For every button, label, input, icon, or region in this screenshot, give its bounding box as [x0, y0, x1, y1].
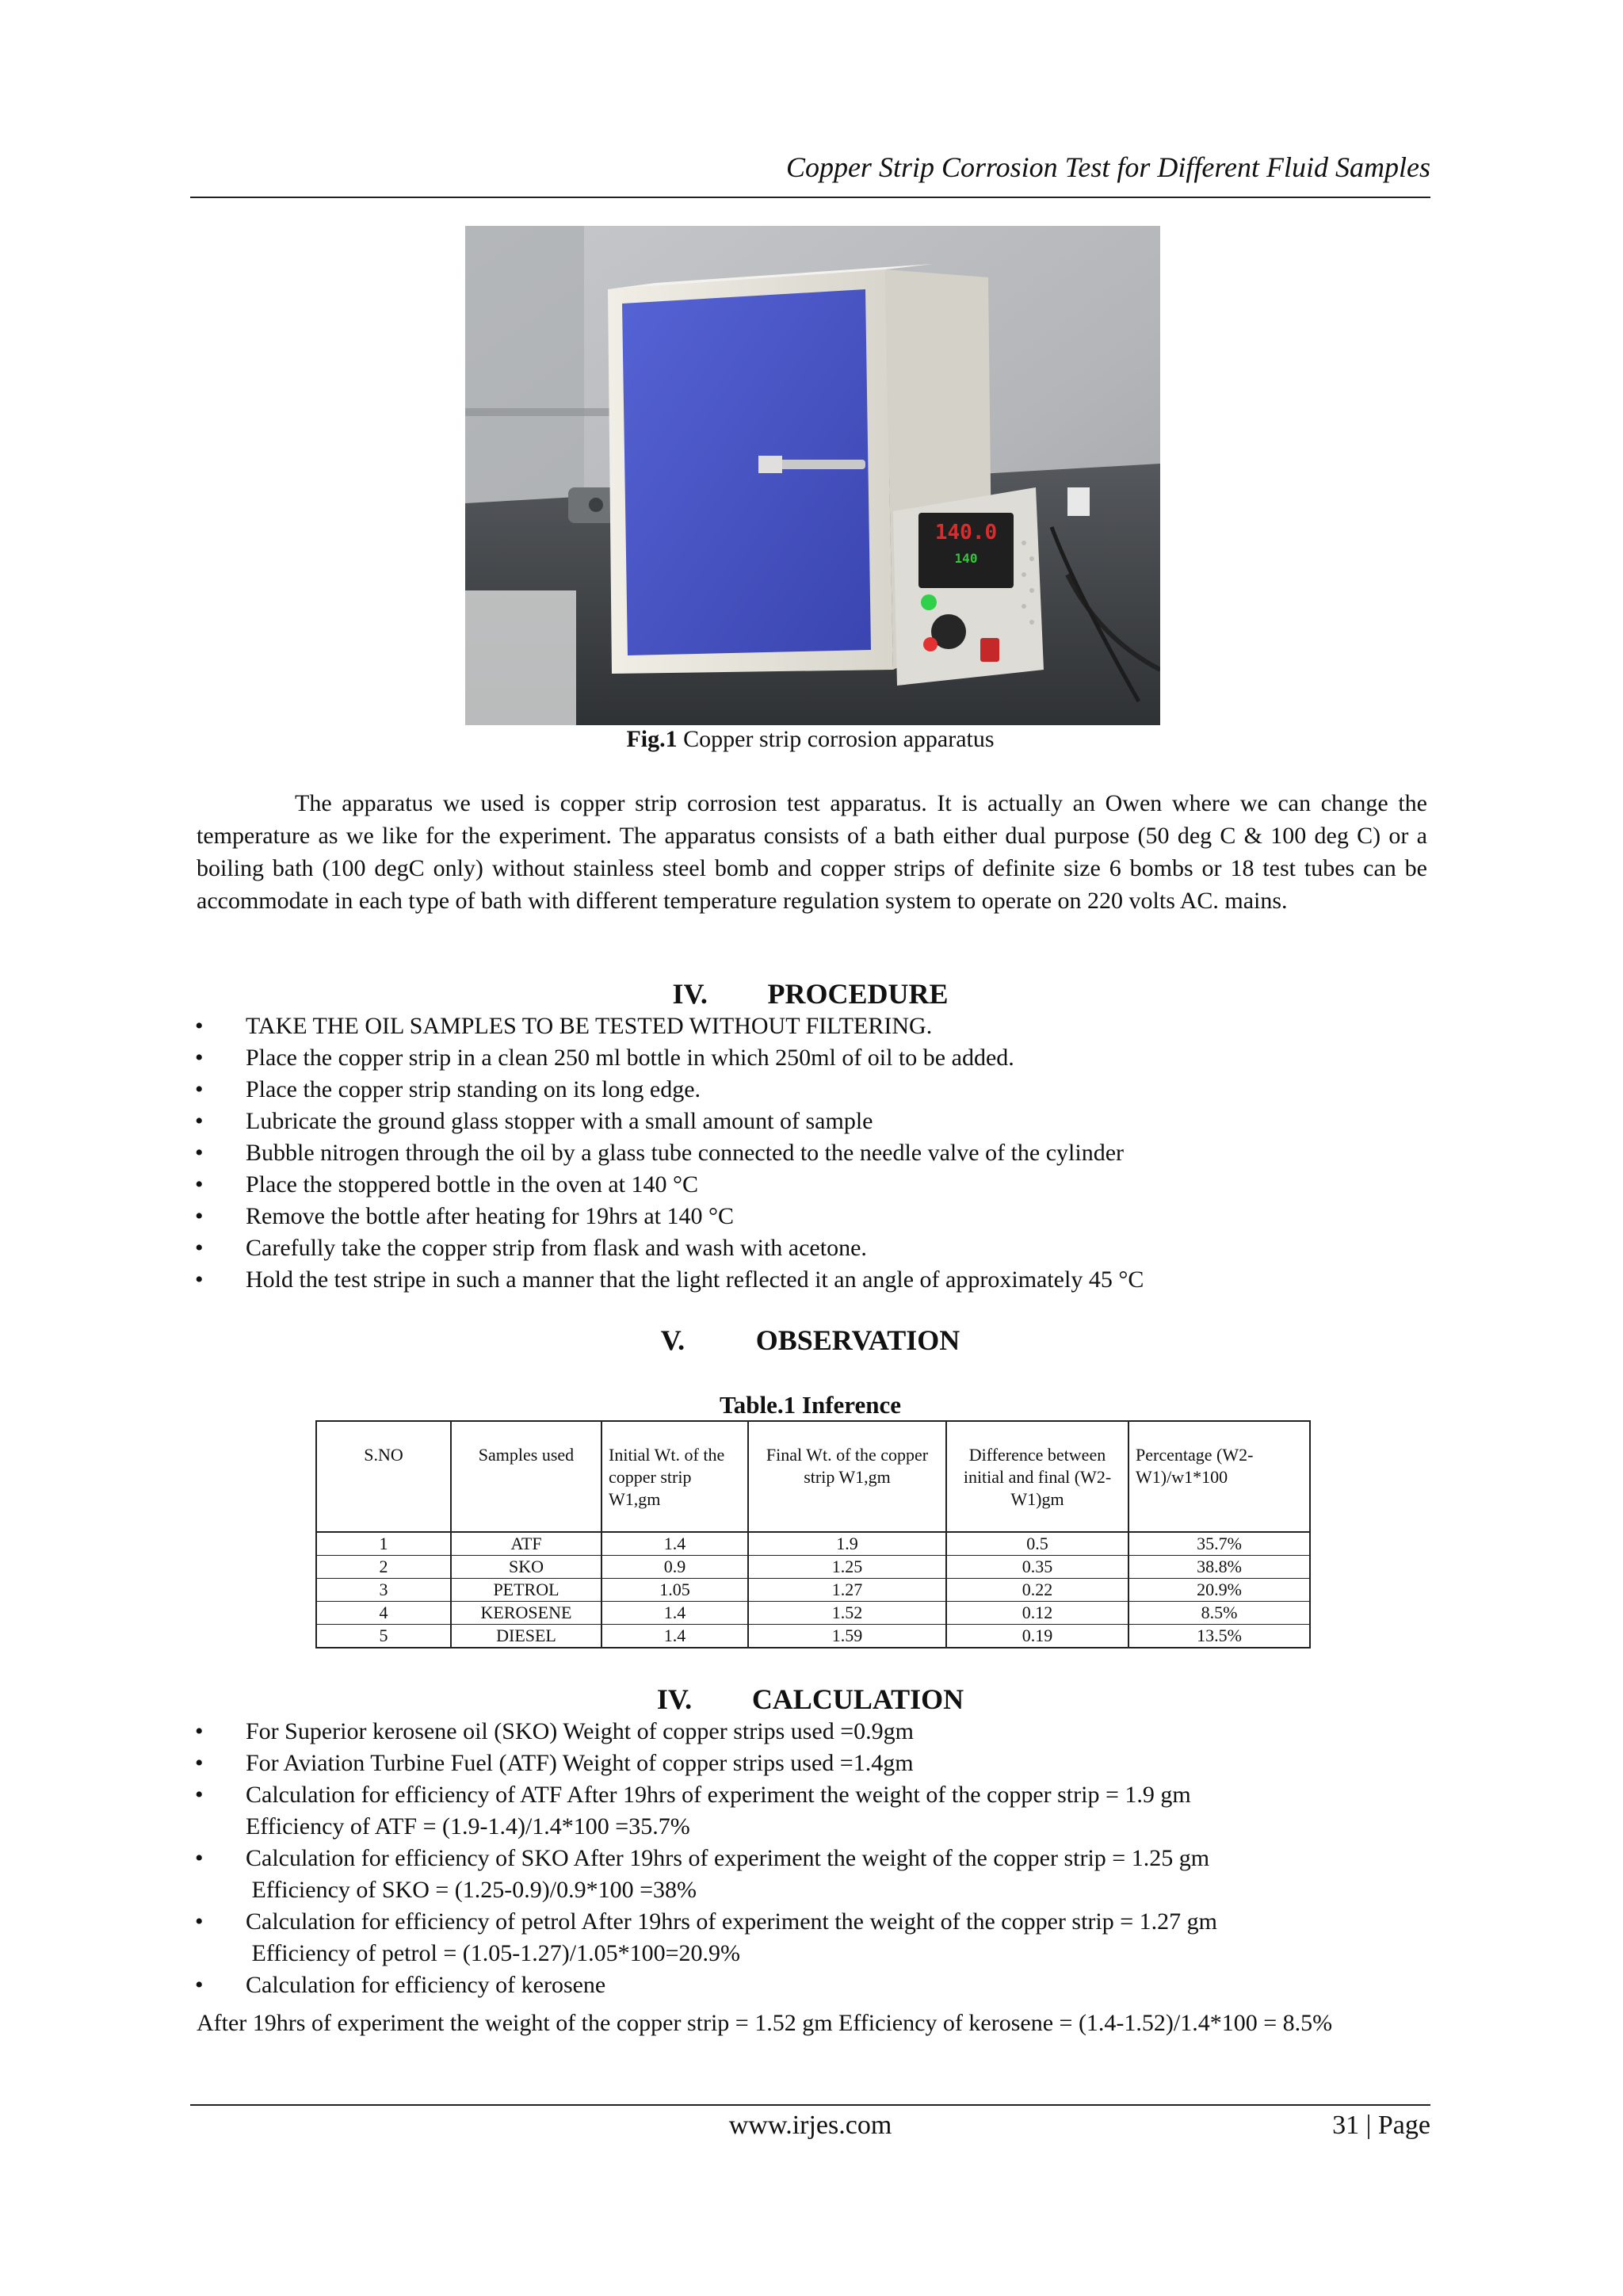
list-item-text: Calculation for efficiency of SKO After 19hrs of experiment the weight of the copper strip = 1.25 gm	[246, 1845, 1210, 1871]
list-item-text: Calculation for efficiency of petrol After 19hrs of experiment the weight of the copper strip = 1.27 gm	[246, 1908, 1218, 1935]
list-item	[190, 1906, 1430, 1969]
apparatus-photo	[465, 226, 1160, 725]
table-cell: 0.19	[946, 1625, 1128, 1648]
list-item-text: Place the copper strip standing on its long edge.	[246, 1076, 701, 1102]
table-row	[316, 1556, 1310, 1579]
observation-number: V.	[660, 1324, 685, 1356]
list-item-text: For Superior kerosene oil (SKO) Weight of copper strips used =0.9gm	[246, 1718, 914, 1744]
procedure-list	[190, 1010, 1430, 1296]
table-cell: 3	[316, 1579, 451, 1602]
list-item	[190, 1716, 1430, 1748]
list-item-text: Calculation for efficiency of kerosene	[246, 1972, 606, 1998]
list-item-text: Place the copper strip in a clean 250 ml bottle in which 250ml of oil to be added.	[246, 1045, 1014, 1071]
list-item	[190, 1264, 1430, 1296]
figure-caption	[190, 726, 1430, 753]
bullet: •	[195, 1076, 204, 1102]
power-switch	[980, 638, 999, 662]
bullet: •	[195, 1718, 204, 1744]
table-cell: 0.35	[946, 1556, 1128, 1579]
list-item	[190, 1106, 1430, 1137]
footer-rule	[190, 2104, 1430, 2106]
table-cell: SKO	[451, 1556, 601, 1579]
bullet: •	[195, 1171, 204, 1198]
list-item-text: TAKE THE OIL SAMPLES TO BE TESTED WITHOUT FILTERING.	[246, 1013, 933, 1039]
table-cell: 0.9	[601, 1556, 748, 1579]
footer-page-number: 31 | Page	[1332, 2111, 1430, 2140]
table-cell: 1.9	[748, 1532, 946, 1556]
table-cell: 20.9%	[1128, 1579, 1310, 1602]
list-item	[190, 1201, 1430, 1232]
list-item-text: Bubble nitrogen through the oil by a glass tube connected to the needle valve of the cylinder	[246, 1140, 1125, 1166]
table-cell: 5	[316, 1625, 451, 1648]
list-item-text: Place the stoppered bottle in the oven at 140 °C	[246, 1171, 699, 1198]
table-cell: 0.12	[946, 1602, 1128, 1625]
table-caption: Table.1 Inference	[719, 1391, 902, 1419]
list-item	[190, 1748, 1430, 1779]
table-cell: 1.59	[748, 1625, 946, 1648]
list-item	[190, 1042, 1430, 1074]
procedure-heading	[190, 977, 1430, 1010]
table-cell: 4	[316, 1602, 451, 1625]
list-item-text: Carefully take the copper strip from flask and wash with acetone.	[246, 1235, 867, 1261]
green-indicator-light	[921, 594, 937, 610]
table-cell: 1.52	[748, 1602, 946, 1625]
table-row	[316, 1579, 1310, 1602]
calculation-title: CALCULATION	[751, 1683, 964, 1715]
figure-label: Fig.1	[626, 726, 678, 752]
bullet: •	[195, 1108, 204, 1134]
calculation-list	[190, 1716, 1430, 2001]
list-item-text: For Aviation Turbine Fuel (ATF) Weight of copper strips used =1.4gm	[246, 1750, 914, 1776]
bullet: •	[195, 1782, 204, 1808]
list-item-formula: Efficiency of petrol = (1.05-1.27)/1.05*100=20.9%	[246, 1940, 740, 1966]
observation-heading	[190, 1324, 1430, 1357]
table-cell: 35.7%	[1128, 1532, 1310, 1556]
table-cell: 2	[316, 1556, 451, 1579]
column-header: Samples used	[451, 1421, 601, 1532]
column-header: Initial Wt. of the copper strip W1,gm	[601, 1421, 748, 1532]
list-item	[190, 1779, 1430, 1843]
bullet: •	[195, 1266, 204, 1293]
table-row	[316, 1625, 1310, 1648]
table-cell: 38.8%	[1128, 1556, 1310, 1579]
inference-table	[315, 1420, 1311, 1648]
table-cell: 0.5	[946, 1532, 1128, 1556]
running-head-title: Copper Strip Corrosion Test for Different Fluid Samples	[785, 151, 1430, 183]
list-item-text: Lubricate the ground glass stopper with a small amount of sample	[246, 1108, 873, 1134]
list-item	[190, 1137, 1430, 1169]
bullet: •	[195, 1908, 204, 1935]
bullet: •	[195, 1045, 204, 1071]
bullet: •	[195, 1013, 204, 1039]
bullet: •	[195, 1750, 204, 1776]
oven-door	[622, 289, 871, 655]
bullet: •	[195, 1203, 204, 1229]
list-item	[190, 1843, 1430, 1906]
table-cell: DIESEL	[451, 1625, 601, 1648]
red-indicator-light	[923, 637, 938, 651]
table-cell: 0.22	[946, 1579, 1128, 1602]
header-rule	[190, 197, 1430, 198]
table-cell: 1.4	[601, 1625, 748, 1648]
list-item-formula: Efficiency of ATF = (1.9-1.4)/1.4*100 =35.7%	[246, 1813, 690, 1839]
footer-url: www.irjes.com	[728, 2111, 892, 2140]
table-cell: PETROL	[451, 1579, 601, 1602]
calculation-heading	[190, 1683, 1430, 1716]
table-cell: 1.4	[601, 1602, 748, 1625]
list-item	[190, 1232, 1430, 1264]
column-header: Final Wt. of the copper strip W1,gm	[748, 1421, 946, 1532]
table-cell: 1	[316, 1532, 451, 1556]
table-cell: 1.4	[601, 1532, 748, 1556]
temp-reading: 140.0	[934, 521, 998, 544]
table-header-row	[316, 1421, 1310, 1532]
kerosene-calculation-text: After 19hrs of experiment the weight of the copper strip = 1.52 gm Efficiency of kerosene = (1.4-1.52)/1.4*100 = 8.5%	[197, 2010, 1333, 2036]
bullet: •	[195, 1140, 204, 1166]
table-cell: 13.5%	[1128, 1625, 1310, 1648]
list-item-text: Remove the bottle after heating for 19hrs at 140 °C	[246, 1203, 734, 1229]
list-item-text: Hold the test stripe in such a manner that the light reflected it an angle of approximately 45 °C	[246, 1266, 1144, 1293]
list-item	[190, 1074, 1430, 1106]
bullet: •	[195, 1235, 204, 1261]
list-item-formula: Efficiency of SKO = (1.25-0.9)/0.9*100 =38%	[246, 1877, 697, 1903]
table-cell: 1.05	[601, 1579, 748, 1602]
procedure-number: IV.	[672, 978, 708, 1010]
table-cell: 8.5%	[1128, 1602, 1310, 1625]
observation-title: OBSERVATION	[755, 1324, 960, 1356]
table-cell: 1.27	[748, 1579, 946, 1602]
table-cell: KEROSENE	[451, 1602, 601, 1625]
calculation-number: IV.	[656, 1683, 693, 1715]
column-header: Percentage (W2-W1)/w1*100	[1128, 1421, 1310, 1532]
bullet: •	[195, 1972, 204, 1998]
intro-paragraph: The apparatus we used is copper strip corrosion test apparatus. It is actually an Owen where we can change the temperature as we like for the experiment. The apparatus consists of a bath either dual purpose (50 deg C & 100 deg C) or a boiling bath (100 degC only) without stainless steel bomb and copper strips of definite size 6 bombs or 18 test tubes can be accommodate in each type of bath with different temperature regulation system to operate on 220 volts AC. mains.	[197, 790, 1427, 914]
figure-caption-text: Copper strip corrosion apparatus	[677, 726, 995, 752]
column-header: S.NO	[316, 1421, 451, 1532]
column-header: Difference between initial and final (W2-W1)gm	[946, 1421, 1128, 1532]
list-item-text: Calculation for efficiency of ATF After 19hrs of experiment the weight of the copper strip = 1.9 gm	[246, 1782, 1191, 1808]
list-item	[190, 1169, 1430, 1201]
table-row	[316, 1532, 1310, 1556]
table-cell: 1.25	[748, 1556, 946, 1579]
table-cell: ATF	[451, 1532, 601, 1556]
procedure-title: PROCEDURE	[767, 978, 949, 1010]
temp-subreading: 140	[954, 551, 978, 566]
list-item	[190, 1010, 1430, 1042]
bullet: •	[195, 1845, 204, 1871]
table-row	[316, 1602, 1310, 1625]
list-item	[190, 1969, 1430, 2001]
